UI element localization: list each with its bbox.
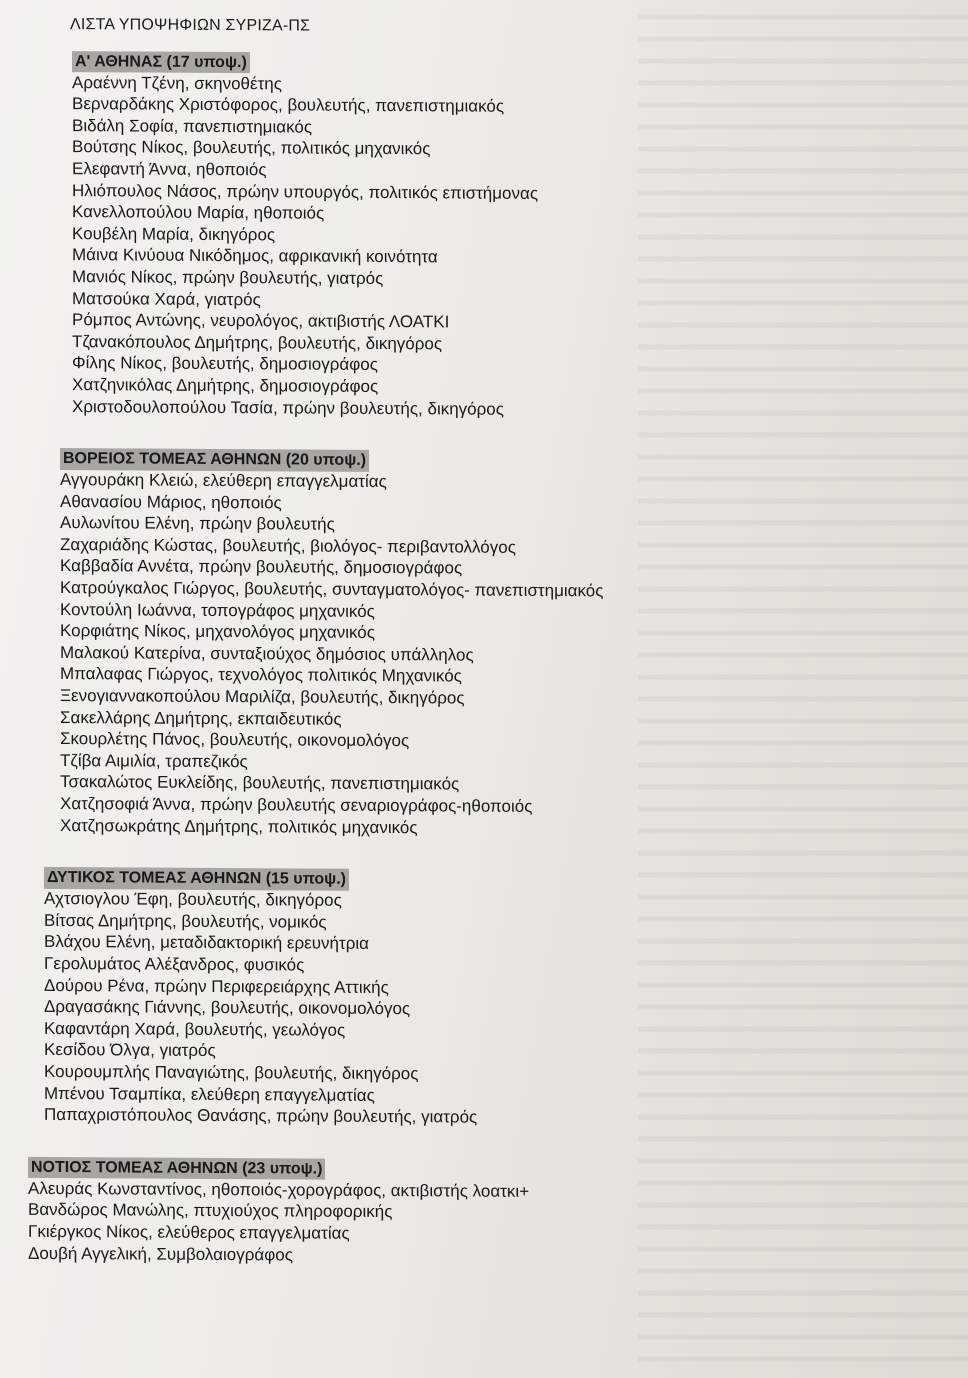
candidate-entry: Χατζησοφιά Άννα, πρώην βουλευτής σεναριογράφος-ηθοποιός [60,794,533,816]
candidate-entry: Βλάχου Ελένη, μεταδιδακτορική ερευνήτρια [44,932,370,954]
candidate-entry: Βούτσης Νίκος, βουλευτής, πολιτικός μηχανικός [72,137,431,159]
section-heading: Α' ΑΘΗΝΑΣ (17 υποψ.) [72,51,250,74]
candidate-entry: Μπαλαφας Γιώργος, τεχνολόγος πολιτικός Μηχανικός [60,664,462,686]
section-a-athens [72,50,756,422]
candidate-entry: Μανιός Νίκος, πρώην βουλευτής, γιατρός [72,267,384,288]
candidate-entry: Κουρουμπλής Παναγιώτης, βουλευτής, δικηγόρος [44,1061,419,1084]
candidate-entry: Κοντούλη Ιωάννα, τοπογράφος μηχανικός [60,599,375,621]
candidate-entry: Βιδάλη Σοφία, πανεπιστημιακός [72,115,313,137]
candidate-entry: Βερναρδάκης Χριστόφορος, βουλευτής, πανεπιστημιακός [72,94,505,116]
candidate-entry: Μαλακού Κατερίνα, συνταξιούχος δημόσιος υπάλληλος [60,642,474,665]
candidate-entry: Κανελλοπούλου Μαρία, ηθοποιός [72,202,325,223]
section-south-athens [28,1156,756,1269]
candidate-entry: Αλευράς Κωνσταντίνος, ηθοποιός-χορογράφος, ακτιβιστής λοατκι+ [28,1178,530,1201]
candidate-entry: Τσακαλώτος Ευκλείδης, βουλευτής, πανεπιστημιακός [60,772,460,794]
candidate-entry: Αυλωνίτου Ελένη, πρώην βουλευτής [60,513,335,534]
candidate-entry: Κουβέλη Μαρία, δικηγόρος [72,223,276,245]
candidate-entry: Δούρου Ρένα, πρώην Περιφερειάρχης Αττικής [44,975,389,997]
candidate-entry: Βίτσας Δημήτρης, βουλευτής, νομικός [44,910,327,932]
candidate-entry: Τζανακόπουλος Δημήτρης, βουλευτής, δικηγόρος [72,331,443,354]
candidate-entry: Γερολυμάτος Αλέξανδρος, φυσικός [44,953,305,975]
candidate-entry: Σακελλάρης Δημήτρης, εκπαιδευτικός [60,707,342,729]
candidate-entry: Ελεφαντή Άννα, ηθοποιός [72,159,267,180]
candidate-entry: Παπαχριστόπουλος Θανάσης, πρώην βουλευτής, γιατρός [44,1105,478,1127]
candidate-entry: Κεσίδου Όλγα, γιατρός [44,1040,216,1061]
candidate-entry: Αγγουράκη Κλειώ, ελεύθερη επαγγελματίας [60,470,387,492]
candidate-entry: Μάινα Κινύουα Νικόδημος, αφρικανική κοινότητα [72,245,438,267]
section-north-athens [60,447,756,840]
section-heading: ΔΥΤΙΚΟΣ ΤΟΜΕΑΣ ΑΘΗΝΩΝ (15 υποψ.) [44,867,349,890]
candidate-entry: Κορφιάτης Νίκος, μηχανολόγος μηχανικός [60,621,375,643]
candidate-entry: Καββαδία Αννέτα, πρώην βουλευτής, δημοσιογράφος [60,556,463,578]
candidate-entry: Ξενογιαννακοπούλου Μαριλίζα, βουλευτής, δικηγόρος [60,686,465,708]
candidate-entry: Κατρούγκαλος Γιώργος, βουλευτής, συνταγματολόγος- πανεπιστημιακός [60,578,604,601]
candidate-entry: Χριστοδουλοπούλου Τασία, πρώην βουλευτής, δικηγόρος [72,396,504,419]
candidate-entry: Χατζηνικόλας Δημήτρης, δημοσιογράφος [72,375,379,396]
candidate-entry: Καφαντάρη Χαρά, βουλευτής, γεωλόγος [44,1018,346,1040]
candidate-entry: Ρόμπος Αντώνης, νευρολόγος, ακτιβιστής ΛΟΑΤΚΙ [72,310,450,332]
candidate-entry: Αραέννη Τζένη, σκηνοθέτης [72,72,282,93]
candidate-entry: Δουβή Αγγελική, Συμβολαιογράφος [28,1243,293,1264]
section-heading: ΝΟΤΙΟΣ ΤΟΜΕΑΣ ΑΘΗΝΩΝ (23 υποψ.) [28,1157,325,1180]
document-title: ΛΙΣΤΑ ΥΠΟΨΗΦΙΩΝ ΣΥΡΙΖΑ-ΠΣ [70,16,311,35]
section-heading: ΒΟΡΕΙΟΣ ΤΟΜΕΑΣ ΑΘΗΝΩΝ (20 υποψ.) [60,448,369,471]
candidate-entry: Αχτσιογλου Έφη, βουλευτής, δικηγόρος [44,889,342,910]
candidate-entry: Ηλιόπουλος Νάσος, πρώην υπουργός, πολιτικός επιστήμονας [72,180,539,203]
candidate-list [28,14,756,1298]
candidate-entry: Ζαχαριάδης Κώστας, βουλευτής, βιολόγος- περιβαντολλόγος [60,534,516,557]
candidate-entry: Σκουρλέτης Πάνος, βουλευτής, οικονομολόγος [60,729,410,751]
candidate-entry: Δραγασάκης Γιάννης, βουλευτής, οικονομολόγος [44,997,411,1019]
candidate-entry: Τζίβα Αιμιλία, τραπεζικός [60,750,248,771]
candidate-entry: Αθανασίου Μάριος, ηθοποιός [60,491,282,513]
candidate-entry: Βανδώρος Μανώλης, πτυχιούχος πληροφορικής [28,1200,393,1222]
candidate-entry: Χατζησωκράτης Δημήτρης, πολιτικός μηχανικός [60,815,418,837]
candidate-entry: Φίλης Νίκος, βουλευτής, δημοσιογράφος [72,353,378,375]
candidate-entry: Γκιέργκος Νίκος, ελεύθερος επαγγελματίας [28,1221,350,1243]
candidate-entry: Μπένου Τσαμπίκα, ελεύθερη επαγγελματίας [44,1083,375,1105]
section-west-athens [44,866,756,1130]
candidate-entry: Ματσούκα Χαρά, γιατρός [72,288,261,309]
